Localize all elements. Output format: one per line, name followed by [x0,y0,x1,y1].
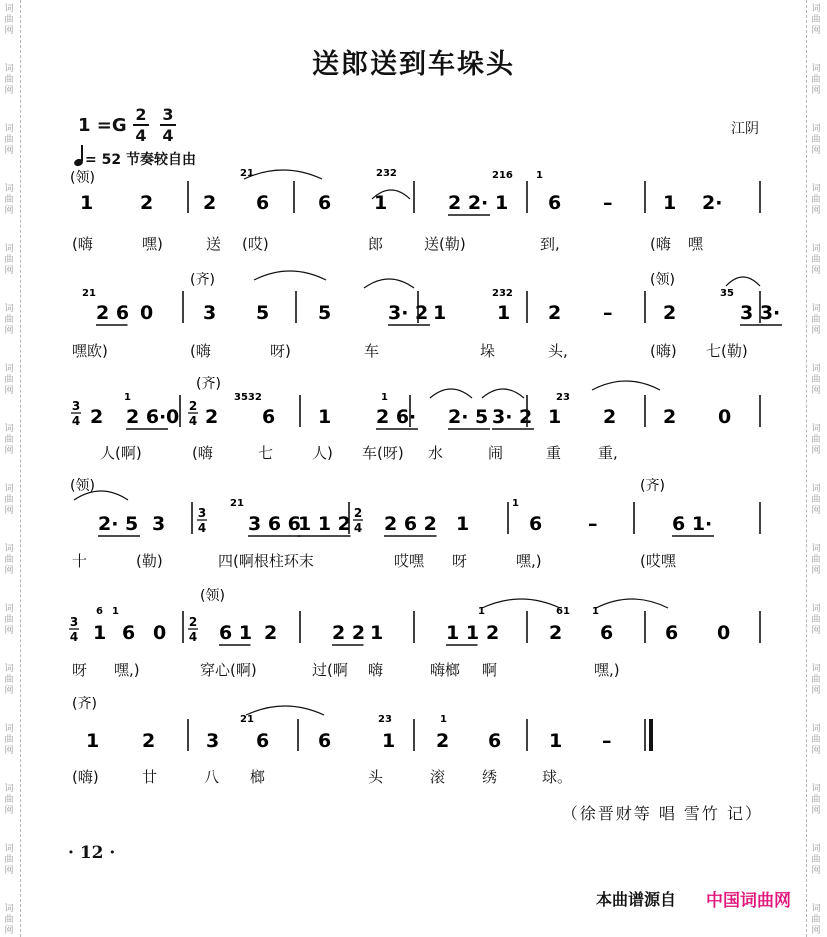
jianpu-note: 1 [370,622,384,644]
voice-label: (齐) [196,376,221,392]
jianpu-note: 6 [548,192,562,214]
watermark-text: 词 曲 网 [811,544,821,576]
watermark-text: 词 曲 网 [4,724,14,756]
jianpu-note: 3 3· [740,302,781,324]
jianpu-note: 6 [488,730,502,752]
grace-note: 1 [478,606,485,617]
page-number: · 12 · [68,843,116,863]
lyric-syllable: 绣 [482,768,498,786]
jianpu-note: 1 [80,192,94,214]
song-title: 送郎送到车垛头 [312,49,515,80]
lyric-syllable: 重 [546,444,562,462]
source-site-name: 中国词曲网 [706,891,791,911]
lyric-syllable: 重, [598,444,618,462]
grace-note: 1 [592,606,599,617]
lyric-syllable: 穿心(啊) [200,661,257,679]
jianpu-note: 2 2 [332,622,366,644]
lyric-syllable: 廿 [142,768,158,786]
watermark-text: 词 曲 网 [4,784,14,816]
jianpu-note: 1 [433,302,447,324]
jianpu-note: 1 [663,192,677,214]
watermark-text: 词 曲 网 [4,604,14,636]
lyric-syllable: 十 [72,552,88,570]
lyric-syllable: (嗨 [192,444,213,462]
jianpu-note: 3· 2 [492,406,533,428]
watermark-text: 词 曲 网 [4,64,14,96]
lyric-syllable: 到, [540,235,560,253]
watermark-text: 词 曲 网 [4,484,14,516]
grace-note: 216 [492,170,513,181]
lyric-syllable: 垛 [480,342,496,360]
watermark-text: 词 曲 网 [811,184,821,216]
watermark-text: 词 曲 网 [4,4,14,36]
grace-note: 3532 [234,392,262,403]
voice-label: (齐) [640,478,665,494]
watermark-text: 词 曲 网 [4,424,14,456]
watermark-text: 词 曲 网 [811,124,821,156]
lyric-syllable: 七(勒) [706,342,748,360]
watermark-text: 词 曲 网 [811,364,821,396]
lyric-syllable: 榔 [250,768,266,786]
jianpu-note: 2 [436,730,450,752]
watermark-text: 词 曲 网 [4,904,14,936]
grace-note: 1 [381,392,388,403]
lyric-syllable: 呀 [72,661,88,679]
lyric-syllable: 啊 [482,661,498,679]
meter-change-numerator: 3 [69,615,79,629]
jianpu-note: – [588,513,598,535]
jianpu-note: 2 [548,302,562,324]
jianpu-note: 6 1· [672,513,713,535]
lyric-syllable: 嘿,) [114,661,140,679]
slur-mark [364,279,414,288]
jianpu-note: 3 [152,513,166,535]
watermark-text: 词 曲 网 [4,244,14,276]
slur-mark [596,599,668,608]
meter-change-denominator: 4 [197,521,207,535]
jianpu-note: 0 [717,622,731,644]
lyric-syllable: 四(啊根柱环末 [218,552,314,570]
jianpu-note: 3 [203,302,217,324]
lyric-syllable: (嗨 [72,235,93,253]
jianpu-note: 6 [256,730,270,752]
watermark-text: 词 曲 网 [4,544,14,576]
jianpu-note: 2 [486,622,500,644]
jianpu-note: 2 [663,302,677,324]
jianpu-note: 5 [256,302,270,324]
lyric-syllable: 嘿) [142,235,163,253]
jianpu-note: 1 1 [446,622,480,644]
jianpu-note: 0 [718,406,732,428]
lyric-syllable: 人) [312,444,333,462]
watermark-text: 词 曲 网 [4,124,14,156]
lyric-syllable: 球。 [542,768,573,786]
watermark-text: 词 曲 网 [4,844,14,876]
jianpu-note: 3 [206,730,220,752]
lyric-syllable: 送(勒) [424,235,466,253]
voice-label: (齐) [190,272,215,288]
voice-label: (领) [200,588,225,604]
watermark-text: 词 曲 网 [811,64,821,96]
key-signature: 1 =G [78,115,127,136]
meter-change-numerator: 3 [197,506,207,520]
lyric-syllable: 嘿 [688,235,704,253]
meter-change-numerator: 3 [71,399,81,413]
watermark-text: 词 曲 网 [811,844,821,876]
watermark-text: 词 曲 网 [4,664,14,696]
lyric-syllable: 人(啊) [100,444,142,462]
jianpu-note: 1 [548,406,562,428]
lyric-syllable: 嘿,) [594,661,620,679]
grace-note: 23 [556,392,570,403]
lyric-syllable: 嘿欧) [72,342,108,360]
meter-change-numerator: 2 [188,399,198,413]
watermark-text: 词 曲 网 [811,724,821,756]
grace-note: 23 [378,714,392,725]
watermark-text: 词 曲 网 [4,184,14,216]
region-label: 江阴 [731,121,759,137]
lyric-syllable: 郎 [368,235,384,253]
grace-note: 21 [230,498,244,509]
slur-mark [430,389,472,398]
lyric-syllable: 哎嘿 [394,552,425,570]
lyric-syllable: 水 [428,444,444,462]
lyric-syllable: (勒) [136,552,163,570]
grace-note: 6 [96,606,103,617]
voice-label: (领) [70,170,95,186]
meter-change-denominator: 4 [69,630,79,644]
jianpu-note: 1 [374,192,388,214]
slur-mark [482,599,560,608]
grace-note: 1 [512,498,519,509]
lyric-syllable: 滚 [430,768,446,786]
jianpu-note: – [603,302,613,324]
jianpu-note: 2 [663,406,677,428]
jianpu-note: 2 [90,406,104,428]
slur-mark [482,389,524,398]
jianpu-note: 1 1 2 [298,513,351,535]
jianpu-note: 3 6 6 [248,513,301,535]
watermark-text: 词 曲 网 [4,364,14,396]
jianpu-note: 6 [122,622,136,644]
jianpu-note: 6 [665,622,679,644]
grace-note: 35 [720,288,734,299]
lyric-syllable: (嗨 [190,342,211,360]
watermark-text: 词 曲 网 [811,304,821,336]
lyric-syllable: (嗨) [72,768,99,786]
jianpu-note: 1 [318,406,332,428]
lyric-syllable: (哎) [242,235,269,253]
grace-note: 1 [124,392,131,403]
jianpu-note: 0 [140,302,154,324]
jianpu-note: 2 6 [96,302,130,324]
voice-label: (领) [70,478,95,494]
jianpu-note: 2· [702,192,723,214]
watermark-text: 词 曲 网 [811,244,821,276]
meter-3-4: 3 4 [160,106,176,144]
lyric-syllable: 呀) [270,342,291,360]
jianpu-note: 6 [318,730,332,752]
jianpu-note: 1 [86,730,100,752]
voice-label: (齐) [72,696,97,712]
meter-change-denominator: 4 [71,414,81,428]
jianpu-note: 2 [140,192,154,214]
lyric-syllable: 闹 [488,444,504,462]
grace-note: 21 [82,288,96,299]
watermark-text: 词 曲 网 [811,784,821,816]
jianpu-note: 1 [456,513,470,535]
meter-2-4: 2 4 [133,106,149,144]
grace-note: 21 [240,168,254,179]
watermark-text: 词 曲 网 [811,904,821,936]
jianpu-note: 2 6· [126,406,167,428]
jianpu-note: – [603,192,613,214]
jianpu-note: 3· 2 [388,302,429,324]
meter-change-denominator: 4 [188,414,198,428]
jianpu-note: – [602,730,612,752]
tempo-marking: = 52 节奏较自由 [74,148,196,169]
jianpu-note: 1 [549,730,563,752]
jianpu-note: 2 6· [376,406,417,428]
slur-mark [246,706,324,715]
grace-note: 1 [440,714,447,725]
jianpu-note: 1 [497,302,511,324]
lyric-syllable: 嗨 [368,661,384,679]
jianpu-note: 2 [203,192,217,214]
lyric-syllable: (嗨 [650,235,671,253]
watermark-text: 词 曲 网 [811,604,821,636]
lyric-syllable: 呀 [452,552,468,570]
watermark-text: 词 曲 网 [811,424,821,456]
lyric-syllable: 车(呀) [362,444,404,462]
meter-change-denominator: 4 [188,630,198,644]
watermark-text: 词 曲 网 [811,664,821,696]
jianpu-note: 6 1 [219,622,253,644]
jianpu-note: 2 [264,622,278,644]
jianpu-note: 2 [549,622,563,644]
watermark-text: 词 曲 网 [4,304,14,336]
jianpu-note: 2 [142,730,156,752]
slur-mark [726,277,760,286]
meter-change-denominator: 4 [353,521,363,535]
jianpu-note: 6 [262,406,276,428]
watermark-text: 词 曲 网 [811,484,821,516]
meter-change-numerator: 2 [353,506,363,520]
lyric-syllable: 头, [548,342,568,360]
grace-note: 232 [376,168,397,179]
jianpu-note: 6 [600,622,614,644]
grace-note: 1 [536,170,543,181]
jianpu-note: 2· 5 [448,406,489,428]
jianpu-note: 2 [603,406,617,428]
grace-note: 61 [556,606,570,617]
slur-mark [592,381,660,390]
slur-mark [254,271,326,280]
lyric-syllable: (嗨) [650,342,677,360]
grace-note: 21 [240,714,254,725]
jianpu-note: 2 [205,406,219,428]
lyric-syllable: 送 [206,235,222,253]
lyric-syllable: (哎嘿 [640,552,676,570]
jianpu-note: 5 [318,302,332,324]
jianpu-note: 2 2· [448,192,489,214]
jianpu-note: 1 [495,192,509,214]
jianpu-note: 0 [166,406,180,428]
jianpu-note: 6 [256,192,270,214]
jianpu-note: 2· 5 [98,513,139,535]
lyric-syllable: 八 [204,768,220,786]
grace-note: 232 [492,288,513,299]
jianpu-note: 0 [153,622,167,644]
watermark-text: 词 曲 网 [811,4,821,36]
jianpu-note: 2 6 2 [384,513,437,535]
grace-note: 1 [112,606,119,617]
lyric-syllable: 七 [258,444,274,462]
jianpu-note: 6 [318,192,332,214]
lyric-syllable: 头 [368,768,384,786]
voice-label: (领) [650,272,675,288]
credit-line: （徐晋财等 唱 雪竹 记） [561,804,763,823]
jianpu-note: 6 [529,513,543,535]
lyric-syllable: 车 [364,342,380,360]
lyric-syllable: 嗨榔 [430,661,461,679]
source-label: 本曲谱源自 [596,890,677,909]
meter-change-numerator: 2 [188,615,198,629]
jianpu-note: 1 [382,730,396,752]
slur-mark [244,170,322,179]
jianpu-note: 1 [93,622,107,644]
lyric-syllable: 过(啊 [312,661,348,679]
lyric-syllable: 嘿,) [516,552,542,570]
